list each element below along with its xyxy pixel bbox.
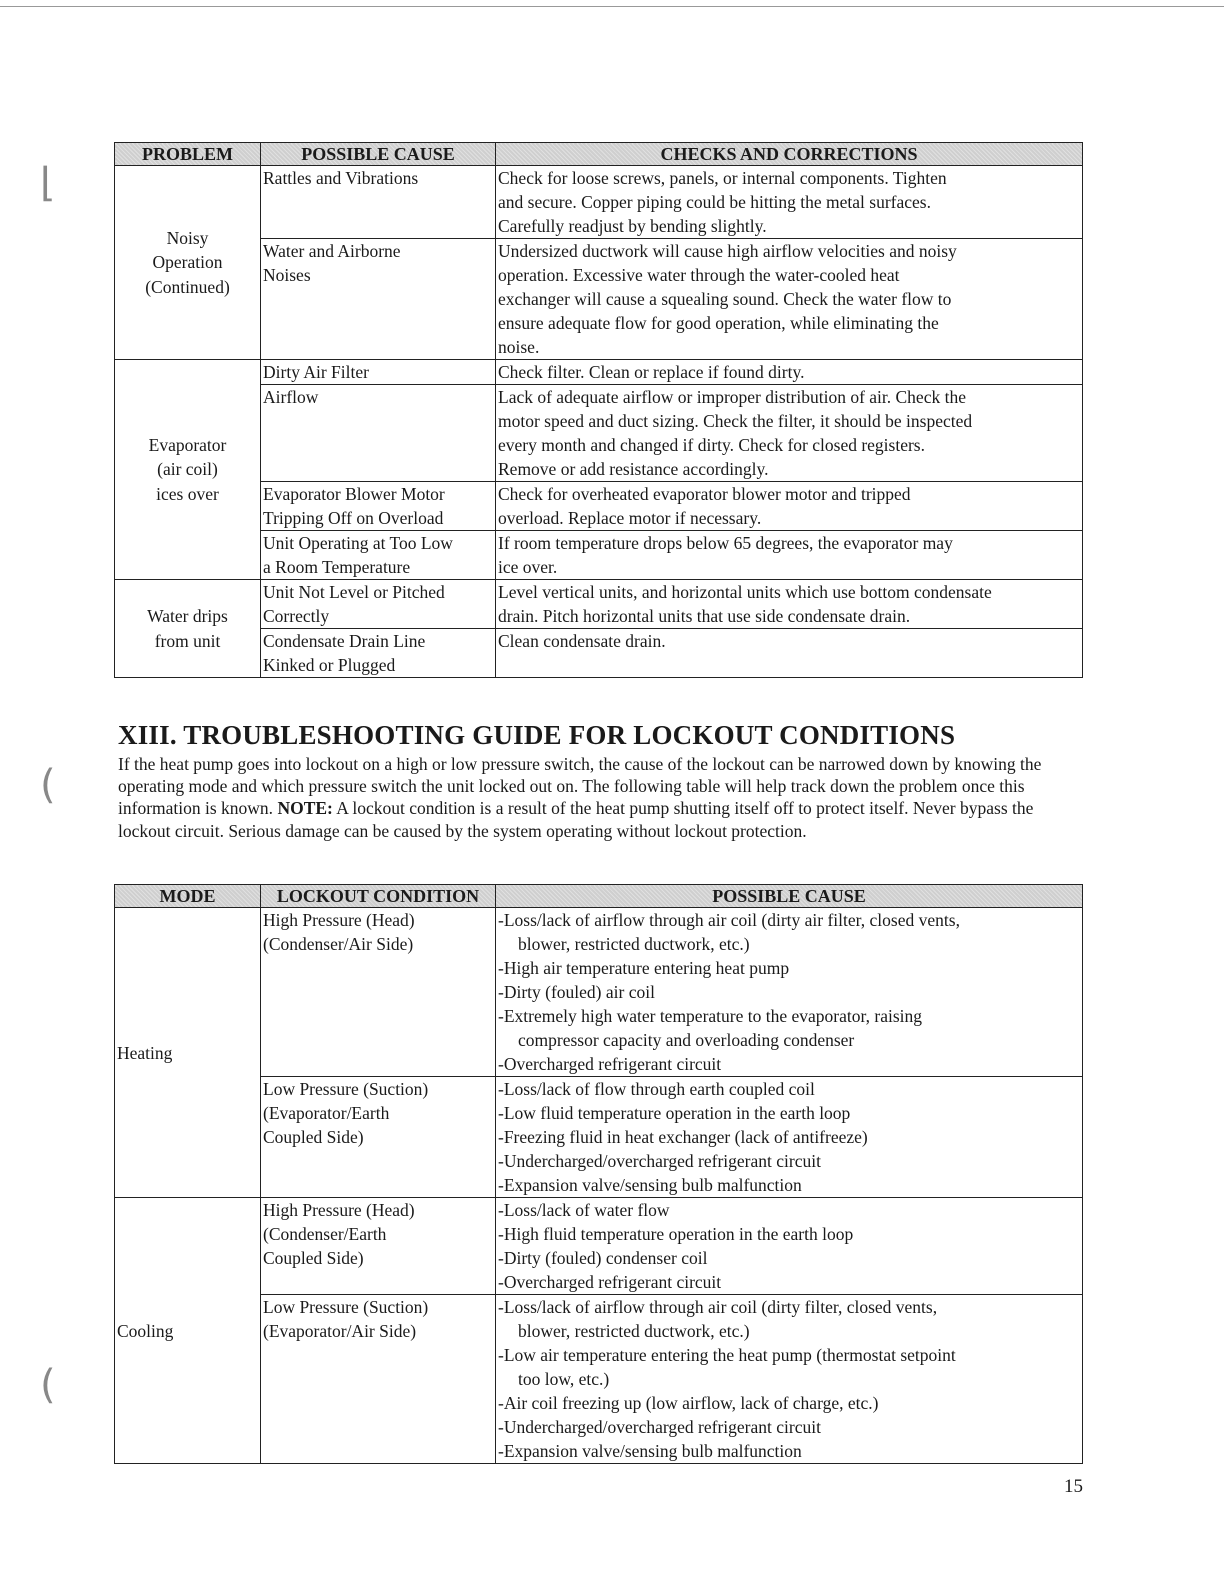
checks-line: Remove or add resistance accordingly. (498, 459, 769, 479)
lockout-condition-cell (261, 1077, 496, 1198)
mode-cell (115, 908, 261, 1198)
checks-line: If room temperature drops below 65 degrees, the evaporator may (498, 533, 953, 553)
table-row (115, 580, 1083, 629)
cause-line: a Room Temperature (263, 557, 411, 577)
header-checks-corrections: CHECKS AND CORRECTIONS (496, 143, 1083, 166)
checks-line: overload. Replace motor if necessary. (498, 508, 762, 528)
table-row (115, 482, 1083, 531)
cause-line: Unit Operating at Too Low (263, 533, 453, 553)
checks-line: drain. Pitch horizontal units that use side condensate drain. (498, 606, 911, 626)
problem-line: Evaporator (148, 434, 227, 455)
binder-mark-top: ⌊ (40, 160, 56, 206)
possible-cause-cell (261, 482, 496, 531)
possible-cause-cell (261, 360, 496, 385)
checks-line: every month and changed if dirty. Check for closed registers. (498, 435, 925, 455)
cause-line: blower, restricted ductwork, etc.) (518, 934, 750, 954)
cause-line: -High fluid temperature operation in the earth loop (498, 1224, 854, 1244)
cause-line: Condensate Drain Line (263, 631, 426, 651)
lockout-conditions-table (114, 884, 1083, 1464)
possible-cause-cell (496, 1198, 1083, 1295)
page-number: 15 (1064, 1476, 1083, 1497)
cause-line: compressor capacity and overloading condenser (518, 1030, 855, 1050)
problem-line: Operation (152, 252, 223, 273)
problem-cell (115, 360, 261, 580)
problem-line: (Continued) (145, 276, 230, 297)
cause-line: -Freezing fluid in heat exchanger (lack of antifreeze) (498, 1127, 868, 1147)
note-label: NOTE: (277, 798, 333, 819)
problem-cell (115, 580, 261, 678)
table-body (115, 166, 1083, 678)
checks-line: and secure. Copper piping could be hitting the metal surfaces. (498, 192, 931, 212)
cause-line: -Loss/lack of flow through earth coupled coil (498, 1079, 815, 1099)
possible-cause-cell (496, 1077, 1083, 1198)
noise-troubleshooting-table (114, 142, 1083, 678)
section-heading: XIII. TROUBLESHOOTING GUIDE FOR LOCKOUT CONDITIONS (118, 720, 956, 750)
checks-cell (496, 385, 1083, 482)
cause-line: Water and Airborne (263, 241, 401, 261)
checks-line: Level vertical units, and horizontal units which use bottom condensate (498, 582, 992, 602)
condition-line: Coupled Side) (263, 1127, 364, 1147)
problem-line: ices over (156, 483, 219, 504)
possible-cause-cell (261, 385, 496, 482)
table-row (115, 629, 1083, 678)
cause-line: blower, restricted ductwork, etc.) (518, 1321, 750, 1341)
table-header-row (115, 885, 1083, 908)
possible-cause-cell (496, 1295, 1083, 1464)
mode-label: Heating (117, 1042, 173, 1063)
table-body (115, 908, 1083, 1464)
header-possible-cause: POSSIBLE CAUSE (261, 143, 496, 166)
cause-line: -Extremely high water temperature to the evaporator, raising (498, 1006, 922, 1026)
intro-text-1: If the heat pump goes into lockout on a high or low pressure switch, the cause of the lockout can be narrowed down by knowing the operating mode and which pressure switch the unit locked out on. The following table will help track down the problem once this information is known. (118, 754, 1042, 819)
checks-cell (496, 166, 1083, 239)
lockout-condition-cell (261, 908, 496, 1077)
table-row (115, 1198, 1083, 1295)
problem-line: from unit (154, 630, 221, 651)
checks-cell (496, 360, 1083, 385)
table-row (115, 1295, 1083, 1464)
intro-text-2: A lockout condition is a result of the heat pump shutting itself off to protect itself. Never bypass the lockout circuit. Serious damage can be caused by the system operating without lockout protection. (118, 798, 1034, 841)
cause-line: Dirty Air Filter (263, 362, 369, 382)
cause-line: -Dirty (fouled) air coil (498, 982, 655, 1002)
checks-line: noise. (498, 337, 540, 357)
cause-line: -Overcharged refrigerant circuit (498, 1272, 722, 1292)
table-header-row (115, 143, 1083, 166)
cause-line: Rattles and Vibrations (263, 168, 419, 188)
condition-line: (Evaporator/Earth (263, 1103, 390, 1123)
checks-line: motor speed and duct sizing. Check the filter, it should be inspected (498, 411, 973, 431)
table-row (115, 908, 1083, 1077)
cause-line: -Expansion valve/sensing bulb malfunction (498, 1441, 802, 1461)
checks-line: Check filter. Clean or replace if found dirty. (498, 362, 805, 382)
table-row (115, 385, 1083, 482)
checks-cell (496, 531, 1083, 580)
table-row (115, 166, 1083, 239)
table-row (115, 531, 1083, 580)
lockout-condition-cell (261, 1198, 496, 1295)
header-lockout-condition: LOCKOUT CONDITION (261, 885, 496, 908)
checks-line: operation. Excessive water through the water-cooled heat (498, 265, 900, 285)
mode-cell (115, 1198, 261, 1464)
condition-line: Low Pressure (Suction) (263, 1297, 429, 1317)
condition-line: Coupled Side) (263, 1248, 364, 1268)
cause-line: -Loss/lack of airflow through air coil (dirty filter, closed vents, (498, 1297, 938, 1317)
possible-cause-cell (261, 580, 496, 629)
table-row (115, 360, 1083, 385)
table-row (115, 239, 1083, 360)
cause-line: Tripping Off on Overload (263, 508, 444, 528)
scan-top-edge (0, 6, 1224, 7)
lockout-condition-cell (261, 1295, 496, 1464)
table-row (115, 1077, 1083, 1198)
condition-line: (Condenser/Air Side) (263, 934, 414, 954)
cause-line: -Low fluid temperature operation in the earth loop (498, 1103, 851, 1123)
checks-line: ensure adequate flow for good operation, while eliminating the (498, 313, 939, 333)
cause-line: -Low air temperature entering the heat pump (thermostat setpoint (498, 1345, 956, 1365)
header-mode: MODE (115, 885, 261, 908)
cause-line: -Undercharged/overcharged refrigerant circuit (498, 1417, 821, 1437)
mode-label: Cooling (117, 1320, 174, 1341)
binder-mark-middle: ( (40, 762, 56, 808)
checks-line: Clean condensate drain. (498, 631, 666, 651)
problem-line: (air coil) (157, 459, 218, 480)
cause-line: -Expansion valve/sensing bulb malfunction (498, 1175, 802, 1195)
checks-line: Carefully readjust by bending slightly. (498, 216, 767, 236)
cause-line: -Dirty (fouled) condenser coil (498, 1248, 708, 1268)
checks-cell (496, 580, 1083, 629)
checks-line: Undersized ductwork will cause high airflow velocities and noisy (498, 241, 957, 261)
header-possible-cause: POSSIBLE CAUSE (496, 885, 1083, 908)
cause-line: Unit Not Level or Pitched (263, 582, 445, 602)
section-intro (118, 753, 1083, 842)
checks-cell (496, 482, 1083, 531)
problem-line: Water drips (147, 606, 228, 626)
possible-cause-cell (261, 531, 496, 580)
cause-line: -Loss/lack of airflow through air coil (dirty air filter, closed vents, (498, 910, 960, 930)
possible-cause-cell (261, 166, 496, 239)
checks-line: ice over. (498, 557, 558, 577)
cause-line: -Loss/lack of water flow (498, 1200, 670, 1220)
possible-cause-cell (496, 908, 1083, 1077)
cause-line: Airflow (263, 387, 319, 407)
problem-line: Noisy (166, 227, 209, 248)
cause-line: -Overcharged refrigerant circuit (498, 1054, 722, 1074)
cause-line: -High air temperature entering heat pump (498, 958, 790, 978)
binder-mark-bottom: ( (40, 1362, 56, 1408)
condition-line: (Evaporator/Air Side) (263, 1321, 417, 1341)
cause-line: Noises (263, 265, 311, 285)
checks-line: Check for overheated evaporator blower motor and tripped (498, 484, 911, 504)
cause-line: Evaporator Blower Motor (263, 484, 445, 504)
checks-line: Lack of adequate airflow or improper distribution of air. Check the (498, 387, 966, 407)
condition-line: Low Pressure (Suction) (263, 1079, 429, 1099)
possible-cause-cell (261, 239, 496, 360)
possible-cause-cell (261, 629, 496, 678)
cause-line: too low, etc.) (518, 1369, 610, 1389)
cause-line: Correctly (263, 606, 330, 626)
checks-line: Check for loose screws, panels, or internal components. Tighten (498, 168, 947, 188)
condition-line: High Pressure (Head) (263, 1200, 415, 1220)
header-problem: PROBLEM (115, 143, 261, 166)
checks-cell (496, 629, 1083, 678)
checks-cell (496, 239, 1083, 360)
condition-line: (Condenser/Earth (263, 1224, 387, 1244)
condition-line: High Pressure (Head) (263, 910, 415, 930)
cause-line: -Undercharged/overcharged refrigerant circuit (498, 1151, 821, 1171)
checks-line: exchanger will cause a squealing sound. Check the water flow to (498, 289, 952, 309)
cause-line: -Air coil freezing up (low airflow, lack of charge, etc.) (498, 1393, 879, 1413)
cause-line: Kinked or Plugged (263, 655, 396, 675)
problem-cell (115, 166, 261, 360)
